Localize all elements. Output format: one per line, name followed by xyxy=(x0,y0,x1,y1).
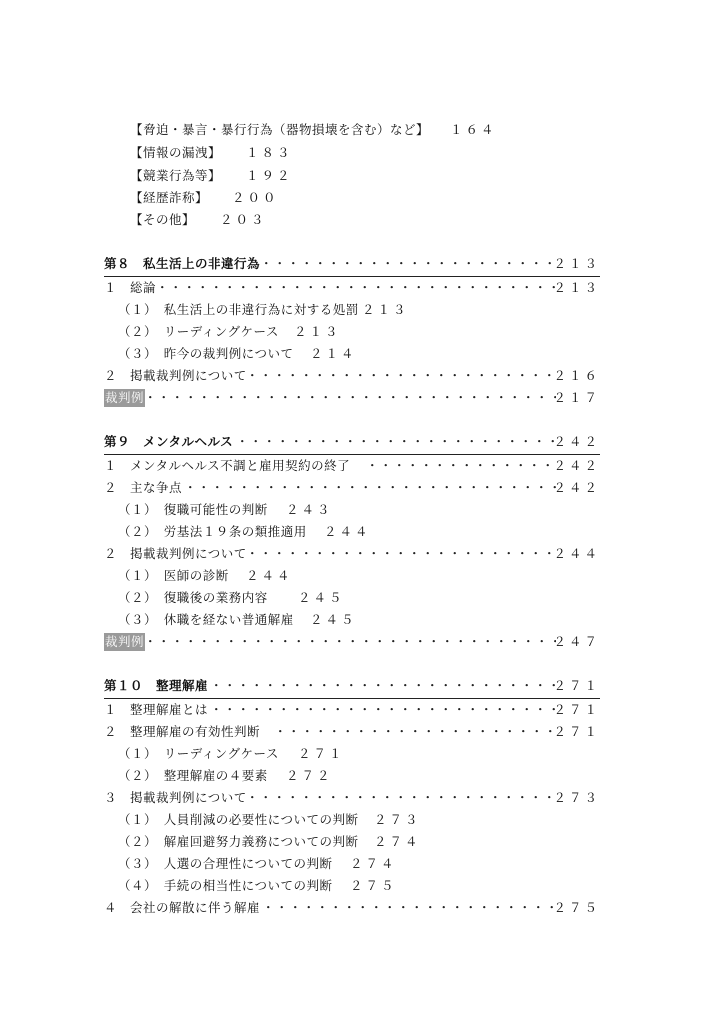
toc-subsection[interactable] xyxy=(104,832,600,852)
toc-misc-page: １９２ xyxy=(246,168,293,183)
cases-page: ２４７ xyxy=(553,634,600,649)
toc-misc-page: ２０３ xyxy=(220,212,267,227)
toc-subsection[interactable] xyxy=(104,500,600,520)
leader-dots xyxy=(246,366,556,386)
toc-chapter-10[interactable] xyxy=(104,676,600,696)
subsection-label: （１） リーディングケース xyxy=(118,746,279,761)
chapter-divider xyxy=(104,276,600,277)
subsection-page: ２７３ xyxy=(374,812,421,827)
cases-label: 裁判例 xyxy=(105,390,145,405)
subsection-label: （１） 人員削減の必要性についての判断 xyxy=(118,812,359,827)
toc-misc-page: ２００ xyxy=(232,190,279,205)
leader-dots xyxy=(236,432,556,452)
cases-page: ２１７ xyxy=(553,390,600,405)
toc-chapter-8[interactable] xyxy=(104,254,600,274)
leader-dots xyxy=(144,632,556,652)
subsection-label: （３） 人選の合理性についての判断 xyxy=(118,856,333,871)
chapter-divider xyxy=(104,454,600,455)
toc-subsection[interactable] xyxy=(104,876,600,896)
section-label: １ メンタルヘルス不調と雇用契約の終了 xyxy=(104,458,351,473)
subsection-page: ２７４ xyxy=(374,834,421,849)
subsection-page: ２７１ xyxy=(298,746,345,761)
toc-section[interactable] xyxy=(104,700,600,720)
subsection-label: （１） 医師の診断 xyxy=(118,568,229,583)
toc-section[interactable] xyxy=(104,898,600,918)
toc-section[interactable] xyxy=(104,722,600,742)
leader-dots xyxy=(210,676,556,696)
toc-section[interactable] xyxy=(104,788,600,808)
toc-chapter-9[interactable] xyxy=(104,432,600,452)
toc-misc-label: 【情報の漏洩】 xyxy=(130,145,222,160)
toc-subsection[interactable] xyxy=(104,766,600,786)
toc-cases[interactable] xyxy=(104,388,600,408)
subsection-label: （４） 手続の相当性についての判断 xyxy=(118,878,333,893)
section-page: ２１３ xyxy=(553,280,600,295)
toc-subsection[interactable] xyxy=(104,344,600,364)
chapter-title: 第９ メンタルヘルス xyxy=(104,434,234,449)
toc-subsection[interactable] xyxy=(104,588,600,608)
section-page: ２７３ xyxy=(553,790,600,805)
toc-misc-page: １８３ xyxy=(246,145,293,160)
toc-misc-label: 【競業行為等】 xyxy=(130,168,222,183)
toc-section[interactable] xyxy=(104,278,600,298)
subsection-label: （１） 私生活上の非違行為に対する処罰 xyxy=(118,302,359,317)
subsection-page: ２４３ xyxy=(286,502,333,517)
section-page: ２７５ xyxy=(553,900,600,915)
section-label: ２ 掲載裁判例について xyxy=(104,368,247,383)
subsection-label: （２） リーディングケース xyxy=(118,324,279,339)
leader-dots xyxy=(274,722,556,742)
subsection-label: （２） 労基法１９条の類推適用 xyxy=(118,524,307,539)
section-page: ２７１ xyxy=(553,702,600,717)
leader-dots xyxy=(210,700,556,720)
section-label: ２ 整理解雇の有効性判断 xyxy=(104,724,261,739)
toc-subsection[interactable] xyxy=(104,522,600,542)
chapter-title: 第１０ 整理解雇 xyxy=(104,678,209,693)
leader-dots xyxy=(184,478,556,498)
section-label: ２ 掲載裁判例について xyxy=(104,546,247,561)
toc-subsection[interactable] xyxy=(104,744,600,764)
subsection-page: ２４５ xyxy=(310,612,357,627)
toc-misc-item[interactable] xyxy=(104,120,600,140)
section-page: ２７１ xyxy=(553,724,600,739)
leader-dots xyxy=(246,544,556,564)
subsection-label: （２） 解雇回避努力義務についての判断 xyxy=(118,834,359,849)
cases-label-badge xyxy=(104,632,145,652)
toc-subsection[interactable] xyxy=(104,810,600,830)
toc-subsection[interactable] xyxy=(104,610,600,630)
section-page: ２４２ xyxy=(553,480,600,495)
subsection-page: ２４５ xyxy=(298,590,345,605)
subsection-page: ２４４ xyxy=(324,524,371,539)
section-label: １ 総論 xyxy=(104,280,157,295)
subsection-label: （３） 昨今の裁判例について xyxy=(118,346,294,361)
subsection-page: ２１３ xyxy=(362,302,409,317)
subsection-label: （１） 復職可能性の判断 xyxy=(118,502,268,517)
section-page: ２４４ xyxy=(553,546,600,561)
subsection-page: ２１４ xyxy=(310,346,357,361)
leader-dots xyxy=(260,254,556,274)
chapter-page: ２４２ xyxy=(553,434,600,449)
section-label: ４ 会社の解散に伴う解雇 xyxy=(104,900,261,915)
leader-dots xyxy=(144,388,556,408)
chapter-title: 第８ 私生活上の非違行為 xyxy=(104,256,261,271)
toc-subsection[interactable] xyxy=(104,300,600,320)
section-label: １ 整理解雇とは xyxy=(104,702,209,717)
subsection-page: ２１３ xyxy=(294,324,341,339)
toc-subsection[interactable] xyxy=(104,322,600,342)
toc-misc-item[interactable] xyxy=(104,210,600,230)
toc-section[interactable] xyxy=(104,366,600,386)
section-page: ２４２ xyxy=(553,458,600,473)
section-label: ３ 掲載裁判例について xyxy=(104,790,247,805)
toc-misc-page: １６４ xyxy=(450,122,497,137)
toc-cases[interactable] xyxy=(104,632,600,652)
subsection-label: （２） 復職後の業務内容 xyxy=(118,590,268,605)
leader-dots xyxy=(366,456,556,476)
subsection-label: （３） 休職を経ない普通解雇 xyxy=(118,612,294,627)
toc-misc-label: 【経歴詐称】 xyxy=(130,190,209,205)
chapter-page: ２１３ xyxy=(553,256,600,271)
chapter-divider xyxy=(104,698,600,699)
toc-misc-item[interactable] xyxy=(104,188,600,208)
leader-dots xyxy=(156,278,556,298)
subsection-page: ２７４ xyxy=(350,856,397,871)
subsection-page: ２７５ xyxy=(350,878,397,893)
cases-label: 裁判例 xyxy=(105,634,145,649)
toc-misc-item[interactable] xyxy=(104,166,600,186)
subsection-page: ２４４ xyxy=(246,568,293,583)
subsection-label: （２） 整理解雇の４要素 xyxy=(118,768,268,783)
cases-label-badge xyxy=(104,388,145,408)
toc-section[interactable] xyxy=(104,544,600,564)
leader-dots xyxy=(262,898,556,918)
toc-section[interactable] xyxy=(104,456,600,476)
leader-dots xyxy=(246,788,556,808)
toc-misc-label: 【その他】 xyxy=(130,212,196,227)
toc-section[interactable] xyxy=(104,478,600,498)
chapter-page: ２７１ xyxy=(553,678,600,693)
toc-subsection[interactable] xyxy=(104,854,600,874)
toc-misc-label: 【脅迫・暴言・暴行行為（器物損壊を含む）など】 xyxy=(130,122,430,137)
toc-subsection[interactable] xyxy=(104,566,600,586)
toc-misc-item[interactable] xyxy=(104,143,600,163)
section-page: ２１６ xyxy=(553,368,600,383)
section-label: ２ 主な争点 xyxy=(104,480,183,495)
subsection-page: ２７２ xyxy=(286,768,333,783)
